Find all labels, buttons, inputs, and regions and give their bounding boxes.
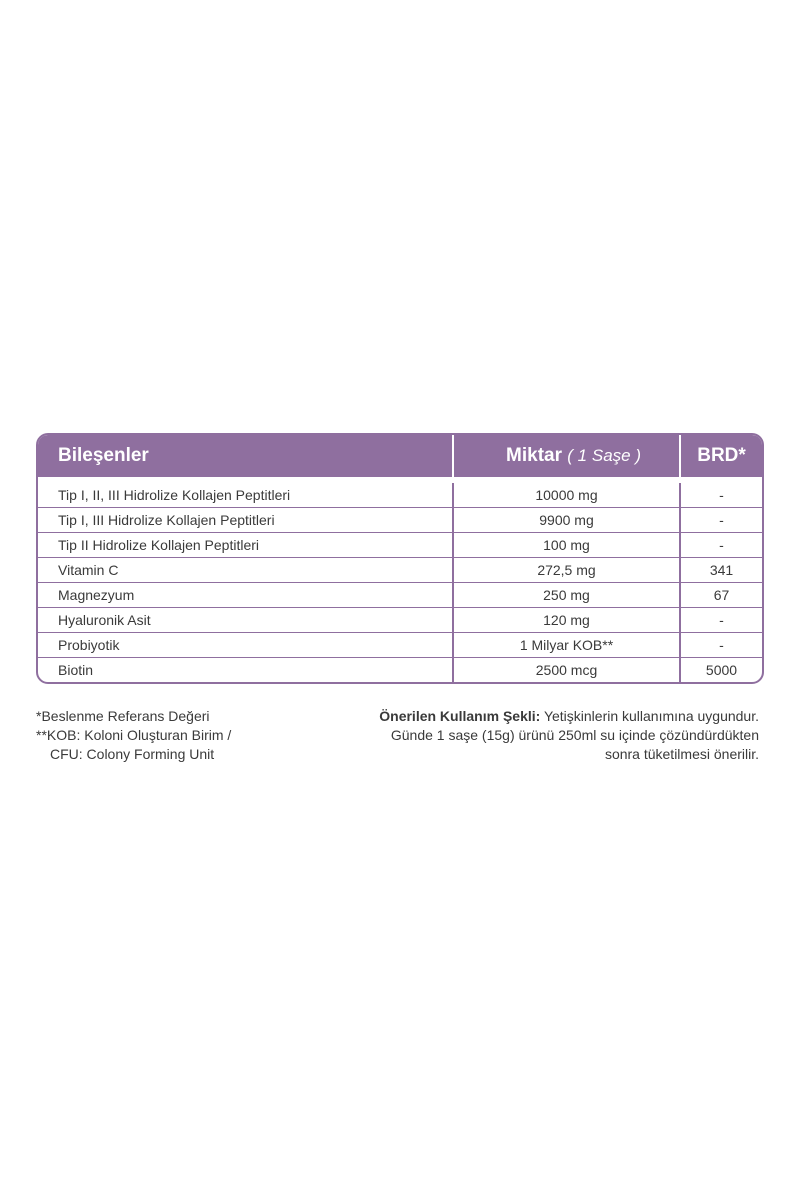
ingredient-brd: - bbox=[680, 533, 762, 558]
footnote-kob: **KOB: Koloni Oluşturan Birim / bbox=[36, 727, 232, 743]
header-ingredients: Bileşenler bbox=[38, 435, 453, 480]
table-header-row bbox=[38, 435, 762, 480]
table-row bbox=[38, 480, 762, 508]
ingredient-name: Vitamin C bbox=[38, 558, 453, 583]
ingredient-amount: 9900 mg bbox=[453, 508, 680, 533]
ingredient-amount: 272,5 mg bbox=[453, 558, 680, 583]
usage-label: Önerilen Kullanım Şekli: bbox=[379, 708, 541, 724]
header-amount-label: Miktar bbox=[506, 445, 563, 466]
ingredient-brd: 341 bbox=[680, 558, 762, 583]
ingredient-amount: 10000 mg bbox=[453, 480, 680, 508]
ingredient-brd: 67 bbox=[680, 583, 762, 608]
table-row bbox=[38, 508, 762, 533]
ingredient-name: Biotin bbox=[38, 658, 453, 683]
ingredient-amount: 2500 mcg bbox=[453, 658, 680, 683]
ingredient-amount: 120 mg bbox=[453, 608, 680, 633]
header-brd: BRD* bbox=[680, 435, 762, 480]
ingredient-name: Tip I, II, III Hidrolize Kollajen Peptitleri bbox=[38, 480, 453, 508]
ingredient-amount: 100 mg bbox=[453, 533, 680, 558]
ingredient-name: Hyaluronik Asit bbox=[38, 608, 453, 633]
nutrition-table bbox=[36, 433, 764, 684]
ingredient-name: Magnezyum bbox=[38, 583, 453, 608]
ingredient-brd: 5000 bbox=[680, 658, 762, 683]
usage-instructions bbox=[339, 707, 759, 764]
ingredient-amount: 1 Milyar KOB** bbox=[453, 633, 680, 658]
ingredient-amount: 250 mg bbox=[453, 583, 680, 608]
footnotes bbox=[36, 707, 231, 764]
header-amount bbox=[453, 435, 680, 480]
ingredient-name: Probiyotik bbox=[38, 633, 453, 658]
ingredient-brd: - bbox=[680, 633, 762, 658]
table-row bbox=[38, 558, 762, 583]
ingredient-brd: - bbox=[680, 608, 762, 633]
ingredients-table bbox=[38, 435, 762, 682]
ingredient-brd: - bbox=[680, 508, 762, 533]
usage-line-2: Günde 1 saşe (15g) ürünü 250ml su içinde çözündürdükten bbox=[390, 727, 759, 743]
table-row bbox=[38, 583, 762, 608]
footnote-brd: *Beslenme Referans Değeri bbox=[36, 708, 210, 724]
usage-line-1 bbox=[339, 707, 759, 726]
table-row bbox=[38, 633, 762, 658]
table-row bbox=[38, 533, 762, 558]
usage-line-3: sonra tüketilmesi önerilir. bbox=[604, 746, 759, 762]
usage-text-1: Yetişkinlerin kullanımına uygundur. bbox=[543, 708, 759, 724]
footnote-cfu: CFU: Colony Forming Unit bbox=[50, 746, 215, 762]
ingredient-brd: - bbox=[680, 480, 762, 508]
table-row bbox=[38, 608, 762, 633]
header-amount-sub: ( 1 Saşe ) bbox=[567, 446, 641, 465]
ingredient-name: Tip I, III Hidrolize Kollajen Peptitleri bbox=[38, 508, 453, 533]
ingredient-name: Tip II Hidrolize Kollajen Peptitleri bbox=[38, 533, 453, 558]
table-row bbox=[38, 658, 762, 683]
